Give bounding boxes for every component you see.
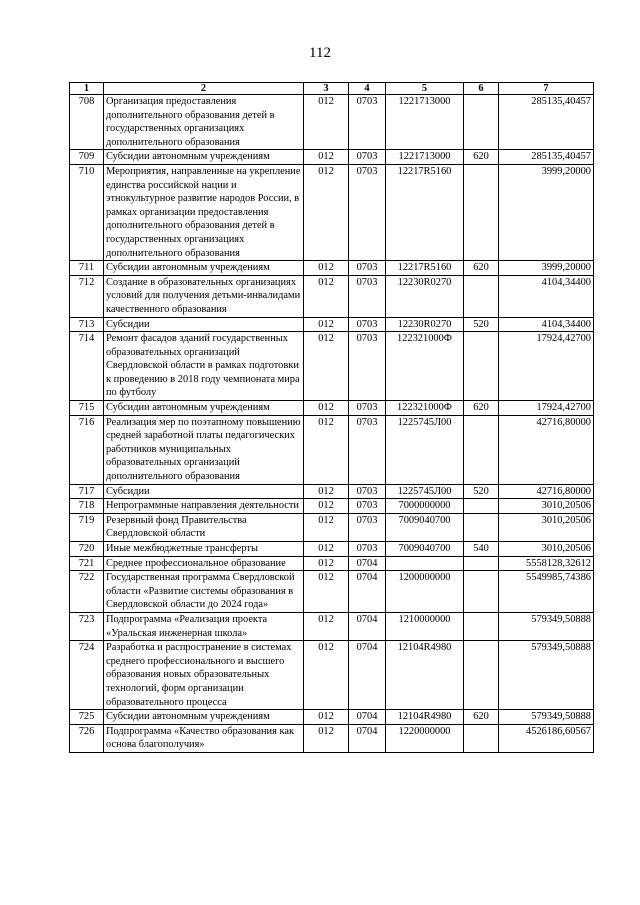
target-article-code: 7000000000: [386, 499, 464, 514]
amount: 4104,34400: [499, 275, 594, 317]
expense-type-code: [464, 641, 499, 710]
target-article-code: 7009040700: [386, 513, 464, 541]
target-article-code: 12217R5160: [386, 261, 464, 276]
budget-table: [69, 82, 594, 753]
row-number: 725: [70, 710, 104, 725]
item-name: Мероприятия, направленные на укрепление единства российской нации и этнокультурное развитие народов России, в рамках организации предоставления дополнительного образования детей в государственных организациях дополнительного образования: [104, 164, 304, 260]
target-article-code: 12230R0270: [386, 275, 464, 317]
amount: 17924,42700: [499, 332, 594, 401]
amount: 42716,80000: [499, 484, 594, 499]
expense-type-code: 620: [464, 401, 499, 416]
row-number: 716: [70, 415, 104, 484]
row-number: 723: [70, 612, 104, 640]
ministry-code: 012: [304, 164, 349, 260]
ministry-code: 012: [304, 641, 349, 710]
table-row: [70, 261, 594, 276]
row-number: 712: [70, 275, 104, 317]
section-code: 0703: [349, 415, 386, 484]
amount: 3999,20000: [499, 261, 594, 276]
ministry-code: 012: [304, 275, 349, 317]
item-name: Субсидии автономным учреждениям: [104, 150, 304, 165]
column-header: 1: [70, 83, 104, 95]
column-header: 5: [386, 83, 464, 95]
table-row: [70, 513, 594, 541]
target-article-code: 122321000Ф: [386, 332, 464, 401]
table-row: [70, 150, 594, 165]
column-header: 3: [304, 83, 349, 95]
expense-type-code: 520: [464, 484, 499, 499]
section-code: 0704: [349, 710, 386, 725]
section-code: 0703: [349, 542, 386, 557]
row-number: 715: [70, 401, 104, 416]
target-article-code: 1210000000: [386, 612, 464, 640]
section-code: 0703: [349, 317, 386, 332]
column-header: 7: [499, 83, 594, 95]
ministry-code: 012: [304, 261, 349, 276]
item-name: Реализация мер по поэтапному повышению средней заработной платы педагогических работников муниципальных образовательных организаций дополнительного образования: [104, 415, 304, 484]
target-article-code: 1220000000: [386, 724, 464, 752]
section-code: 0704: [349, 641, 386, 710]
ministry-code: 012: [304, 710, 349, 725]
column-header: 6: [464, 83, 499, 95]
ministry-code: 012: [304, 401, 349, 416]
row-number: 710: [70, 164, 104, 260]
expense-type-code: 520: [464, 317, 499, 332]
amount: 4104,34400: [499, 317, 594, 332]
table-row: [70, 332, 594, 401]
target-article-code: 12104R4980: [386, 710, 464, 725]
ministry-code: 012: [304, 95, 349, 150]
row-number: 708: [70, 95, 104, 150]
ministry-code: 012: [304, 150, 349, 165]
expense-type-code: [464, 499, 499, 514]
item-name: Среднее профессиональное образование: [104, 556, 304, 571]
table-row: [70, 275, 594, 317]
table-header-row: [70, 83, 594, 95]
expense-type-code: [464, 332, 499, 401]
row-number: 719: [70, 513, 104, 541]
ministry-code: 012: [304, 332, 349, 401]
column-header: 2: [104, 83, 304, 95]
expense-type-code: [464, 612, 499, 640]
ministry-code: 012: [304, 556, 349, 571]
target-article-code: [386, 556, 464, 571]
expense-type-code: [464, 164, 499, 260]
table-row: [70, 317, 594, 332]
expense-type-code: [464, 556, 499, 571]
item-name: Субсидии автономным учреждениям: [104, 710, 304, 725]
item-name: Ремонт фасадов зданий государственных образовательных организаций Свердловской области в рамках подготовки к проведению в 2018 году чемпионата мира по футболу: [104, 332, 304, 401]
target-article-code: 1225745Л00: [386, 415, 464, 484]
row-number: 720: [70, 542, 104, 557]
expense-type-code: [464, 724, 499, 752]
target-article-code: 122321000Ф: [386, 401, 464, 416]
item-name: Субсидии автономным учреждениям: [104, 261, 304, 276]
target-article-code: 12104R4980: [386, 641, 464, 710]
page-number: 112: [309, 45, 331, 61]
row-number: 717: [70, 484, 104, 499]
ministry-code: 012: [304, 571, 349, 613]
amount: 285135,40457: [499, 150, 594, 165]
expense-type-code: 620: [464, 710, 499, 725]
table-row: [70, 571, 594, 613]
section-code: 0703: [349, 499, 386, 514]
table-row: [70, 542, 594, 557]
item-name: Подпрограмма «Реализация проекта «Уральская инженерная школа»: [104, 612, 304, 640]
amount: 285135,40457: [499, 95, 594, 150]
table-row: [70, 95, 594, 150]
column-header: 4: [349, 83, 386, 95]
item-name: Подпрограмма «Качество образования как основа благополучия»: [104, 724, 304, 752]
row-number: 713: [70, 317, 104, 332]
table-row: [70, 612, 594, 640]
ministry-code: 012: [304, 484, 349, 499]
section-code: 0703: [349, 164, 386, 260]
item-name: Государственная программа Свердловской области «Развитие системы образования в Свердловской области до 2024 года»: [104, 571, 304, 613]
section-code: 0704: [349, 556, 386, 571]
expense-type-code: [464, 513, 499, 541]
section-code: 0703: [349, 95, 386, 150]
target-article-code: 12230R0270: [386, 317, 464, 332]
amount: 579349,50888: [499, 641, 594, 710]
amount: 5558128,32612: [499, 556, 594, 571]
amount: 5549985,74386: [499, 571, 594, 613]
table-row: [70, 484, 594, 499]
item-name: Иные межбюджетные трансферты: [104, 542, 304, 557]
amount: 42716,80000: [499, 415, 594, 484]
section-code: 0703: [349, 484, 386, 499]
section-code: 0703: [349, 332, 386, 401]
row-number: 711: [70, 261, 104, 276]
item-name: Субсидии автономным учреждениям: [104, 401, 304, 416]
table-row: [70, 710, 594, 725]
section-code: 0704: [349, 612, 386, 640]
amount: 3010,20506: [499, 542, 594, 557]
amount: 17924,42700: [499, 401, 594, 416]
section-code: 0703: [349, 513, 386, 541]
ministry-code: 012: [304, 513, 349, 541]
table-row: [70, 401, 594, 416]
item-name: Субсидии: [104, 484, 304, 499]
amount: 3999,20000: [499, 164, 594, 260]
item-name: Субсидии: [104, 317, 304, 332]
row-number: 709: [70, 150, 104, 165]
row-number: 726: [70, 724, 104, 752]
section-code: 0703: [349, 401, 386, 416]
item-name: Создание в образовательных организациях условий для получения детьми-инвалидами качественного образования: [104, 275, 304, 317]
target-article-code: 1221713000: [386, 95, 464, 150]
ministry-code: 012: [304, 542, 349, 557]
item-name: Организация предоставления дополнительного образования детей в государственных организациях дополнительного образования: [104, 95, 304, 150]
row-number: 714: [70, 332, 104, 401]
expense-type-code: [464, 571, 499, 613]
section-code: 0704: [349, 724, 386, 752]
expense-type-code: [464, 275, 499, 317]
row-number: 721: [70, 556, 104, 571]
amount: 3010,20506: [499, 499, 594, 514]
row-number: 718: [70, 499, 104, 514]
table-row: [70, 164, 594, 260]
target-article-code: 7009040700: [386, 542, 464, 557]
ministry-code: 012: [304, 612, 349, 640]
amount: 579349,50888: [499, 710, 594, 725]
section-code: 0703: [349, 150, 386, 165]
expense-type-code: [464, 95, 499, 150]
item-name: Разработка и распространение в системах среднего профессионального и высшего образования новых образовательных технологий, форм организации образовательного процесса: [104, 641, 304, 710]
ministry-code: 012: [304, 499, 349, 514]
item-name: Резервный фонд Правительства Свердловской области: [104, 513, 304, 541]
table-row: [70, 499, 594, 514]
row-number: 722: [70, 571, 104, 613]
table-row: [70, 415, 594, 484]
table-row: [70, 641, 594, 710]
section-code: 0703: [349, 261, 386, 276]
target-article-code: 1200000000: [386, 571, 464, 613]
row-number: 724: [70, 641, 104, 710]
ministry-code: 012: [304, 724, 349, 752]
target-article-code: 12217R5160: [386, 164, 464, 260]
table-row: [70, 556, 594, 571]
section-code: 0704: [349, 571, 386, 613]
expense-type-code: [464, 415, 499, 484]
amount: 579349,50888: [499, 612, 594, 640]
expense-type-code: 620: [464, 150, 499, 165]
amount: 3010,20506: [499, 513, 594, 541]
expense-type-code: 540: [464, 542, 499, 557]
target-article-code: 1225745Л00: [386, 484, 464, 499]
amount: 4526186,60567: [499, 724, 594, 752]
expense-type-code: 620: [464, 261, 499, 276]
section-code: 0703: [349, 275, 386, 317]
target-article-code: 1221713000: [386, 150, 464, 165]
item-name: Непрограммные направления деятельности: [104, 499, 304, 514]
table-row: [70, 724, 594, 752]
ministry-code: 012: [304, 415, 349, 484]
ministry-code: 012: [304, 317, 349, 332]
